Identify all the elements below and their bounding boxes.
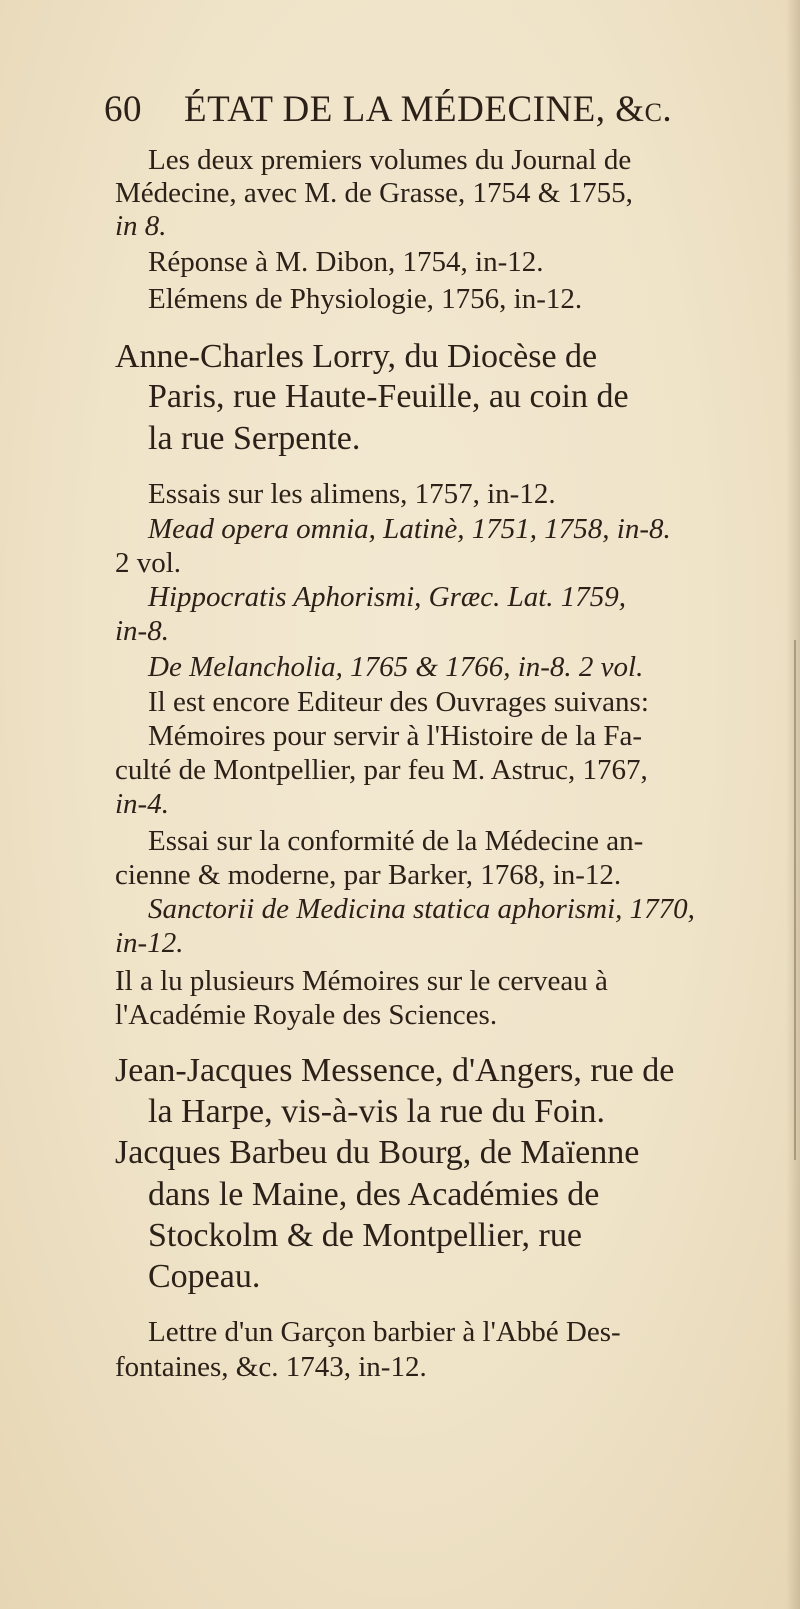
text-line: Il est encore Editeur des Ouvrages suivans: (148, 686, 649, 718)
text-line: Sanctorii de Medicina statica aphorismi, 1770, (148, 893, 695, 925)
text-line: l'Académie Royale des Sciences. (115, 999, 498, 1031)
text-line: Essai sur la conformité de la Médecine an- (148, 825, 644, 857)
text-line: in 8. (115, 210, 167, 242)
text-line: in-8. (115, 615, 169, 647)
text-line: Médecine, avec M. de Grasse, 1754 & 1755, (115, 177, 633, 209)
text-line: in-12. (115, 927, 184, 959)
running-title: ÉTAT DE LA MÉDECINE, &c. (184, 89, 673, 130)
page-edge-shadow (786, 0, 800, 1609)
text-line: Elémens de Physiologie, 1756, in-12. (148, 283, 583, 315)
author-heading-line: Stockolm & de Montpellier, rue (148, 1217, 582, 1254)
text-line: De Melancholia, 1765 & 1766, in-8. 2 vol. (148, 651, 644, 683)
text-line: 2 vol. (115, 547, 182, 579)
author-heading-line: Copeau. (148, 1258, 261, 1295)
text-line: Mémoires pour servir à l'Histoire de la Fa- (148, 720, 643, 752)
author-heading-line: la rue Serpente. (148, 420, 361, 457)
author-heading-line: Jean-Jacques Messence, d'Angers, rue de (115, 1052, 675, 1089)
author-heading-line: Jacques Barbeu du Bourg, de Maïenne (115, 1134, 640, 1171)
text-line: Il a lu plusieurs Mémoires sur le cerveau à (115, 965, 608, 997)
text-line: culté de Montpellier, par feu M. Astruc, 1767, (115, 754, 648, 786)
text-line: Essais sur les alimens, 1757, in-12. (148, 478, 556, 510)
page-number: 60 (104, 89, 142, 130)
page-edge-rule (794, 640, 796, 1160)
text-line: cienne & moderne, par Barker, 1768, in-12. (115, 859, 622, 891)
author-heading-line: Paris, rue Haute-Feuille, au coin de (148, 378, 629, 415)
text-line: in-4. (115, 788, 169, 820)
author-heading-line: la Harpe, vis-à-vis la rue du Foin. (148, 1093, 605, 1130)
author-heading-line: dans le Maine, des Académies de (148, 1176, 600, 1213)
text-line: Hippocratis Aphorismi, Græc. Lat. 1759, (148, 581, 627, 613)
text-line: Les deux premiers volumes du Journal de (148, 144, 632, 176)
text-line: Lettre d'un Garçon barbier à l'Abbé Des- (148, 1316, 621, 1348)
text-line: Réponse à M. Dibon, 1754, in-12. (148, 246, 544, 278)
author-heading-line: Anne-Charles Lorry, du Diocèse de (115, 338, 598, 375)
text-line: Mead opera omnia, Latinè, 1751, 1758, in-8. (148, 513, 671, 545)
running-header (104, 88, 724, 131)
text-line: fontaines, &c. 1743, in-12. (115, 1351, 427, 1383)
